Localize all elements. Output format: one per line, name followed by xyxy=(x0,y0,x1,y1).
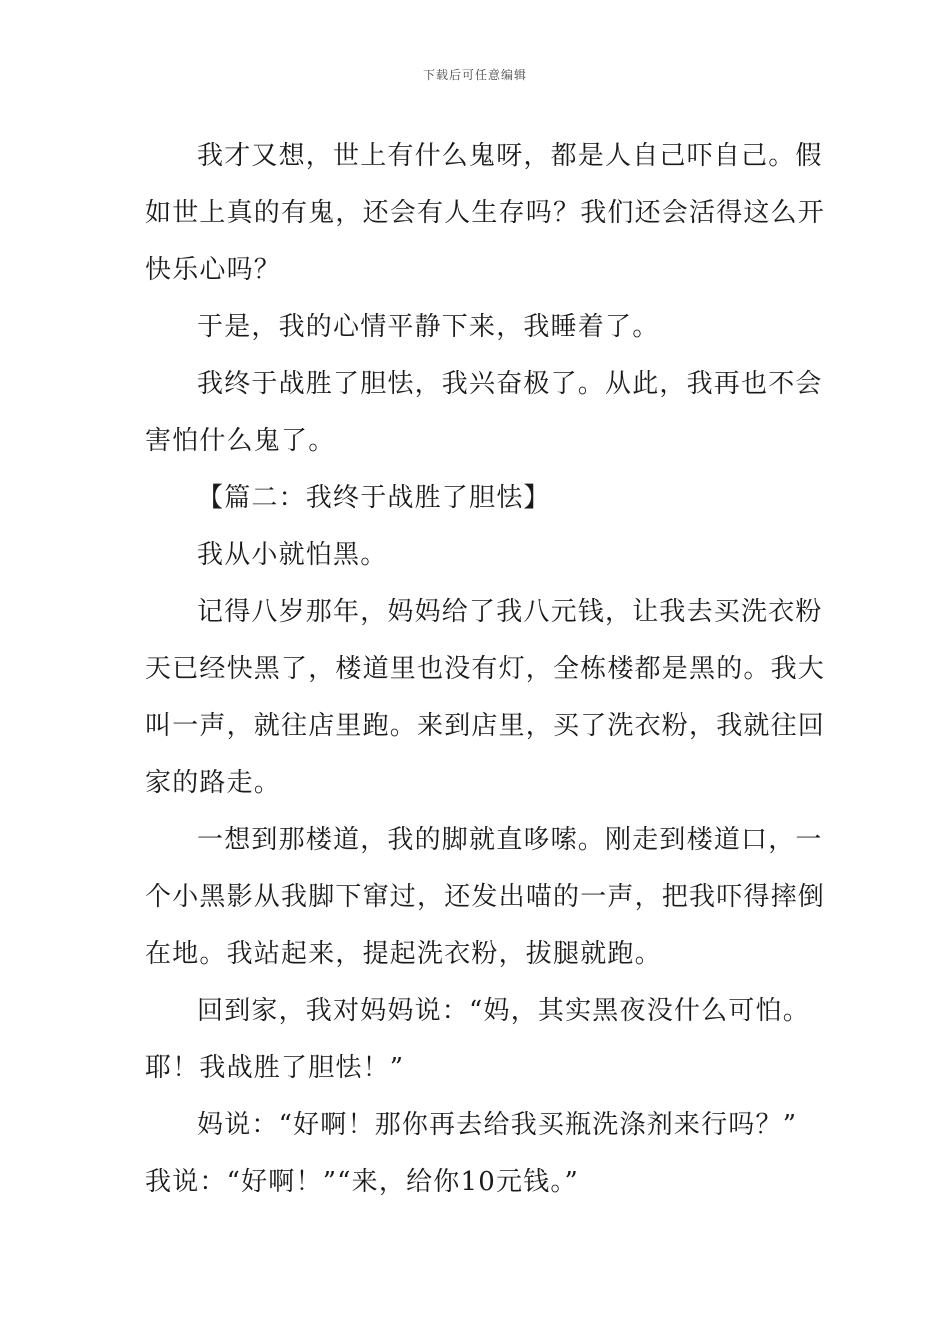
text-line: 记得八岁那年，妈妈给了我八元钱，让我去买洗衣粉 xyxy=(197,597,823,627)
text-line: 回到家，我对妈妈说：“妈，其实黑夜没什么可怕。 xyxy=(197,996,810,1026)
text-line: 我从小就怕黑。 xyxy=(197,540,388,570)
text-line: 天已经快黑了，楼道里也没有灯，全栋楼都是黑的。我大 xyxy=(145,654,826,684)
text-line: 一想到那楼道，我的脚就直哆嗦。刚走到楼道口，一 xyxy=(197,825,823,855)
section-heading: 【篇二：我终于战胜了胆怯】 xyxy=(197,483,551,513)
text-line: 我说：“好啊！”“来，给你10元钱。” xyxy=(145,1167,580,1197)
text-line: 家的路走。 xyxy=(145,768,282,798)
text-line: 害怕什么鬼了。 xyxy=(145,426,336,456)
text-line: 于是，我的心情平静下来，我睡着了。 xyxy=(197,312,660,342)
text-line: 我才又想，世上有什么鬼呀，都是人自己吓自己。假 xyxy=(197,141,823,171)
page-header: 下载后可任意编辑 xyxy=(422,68,527,82)
text-line: 快乐心吗？ xyxy=(145,255,282,285)
document-body xyxy=(145,128,826,1211)
text-line: 叫一声，就往店里跑。来到店里，买了洗衣粉，我就往回 xyxy=(145,711,826,741)
text-line: 我终于战胜了胆怯，我兴奋极了。从此，我再也不会 xyxy=(197,369,823,399)
text-line: 妈说：“好啊！那你再去给我买瓶洗涤剂来行吗？” xyxy=(197,1110,798,1140)
text-line: 如世上真的有鬼，还会有人生存吗？我们还会活得这么开 xyxy=(145,198,826,228)
text-line: 个小黑影从我脚下窜过，还发出喵的一声，把我吓得摔倒 xyxy=(145,882,826,912)
text-line: 耶！我战胜了胆怯！” xyxy=(145,1053,405,1083)
text-line: 在地。我站起来，提起洗衣粉，拔腿就跑。 xyxy=(145,939,662,969)
